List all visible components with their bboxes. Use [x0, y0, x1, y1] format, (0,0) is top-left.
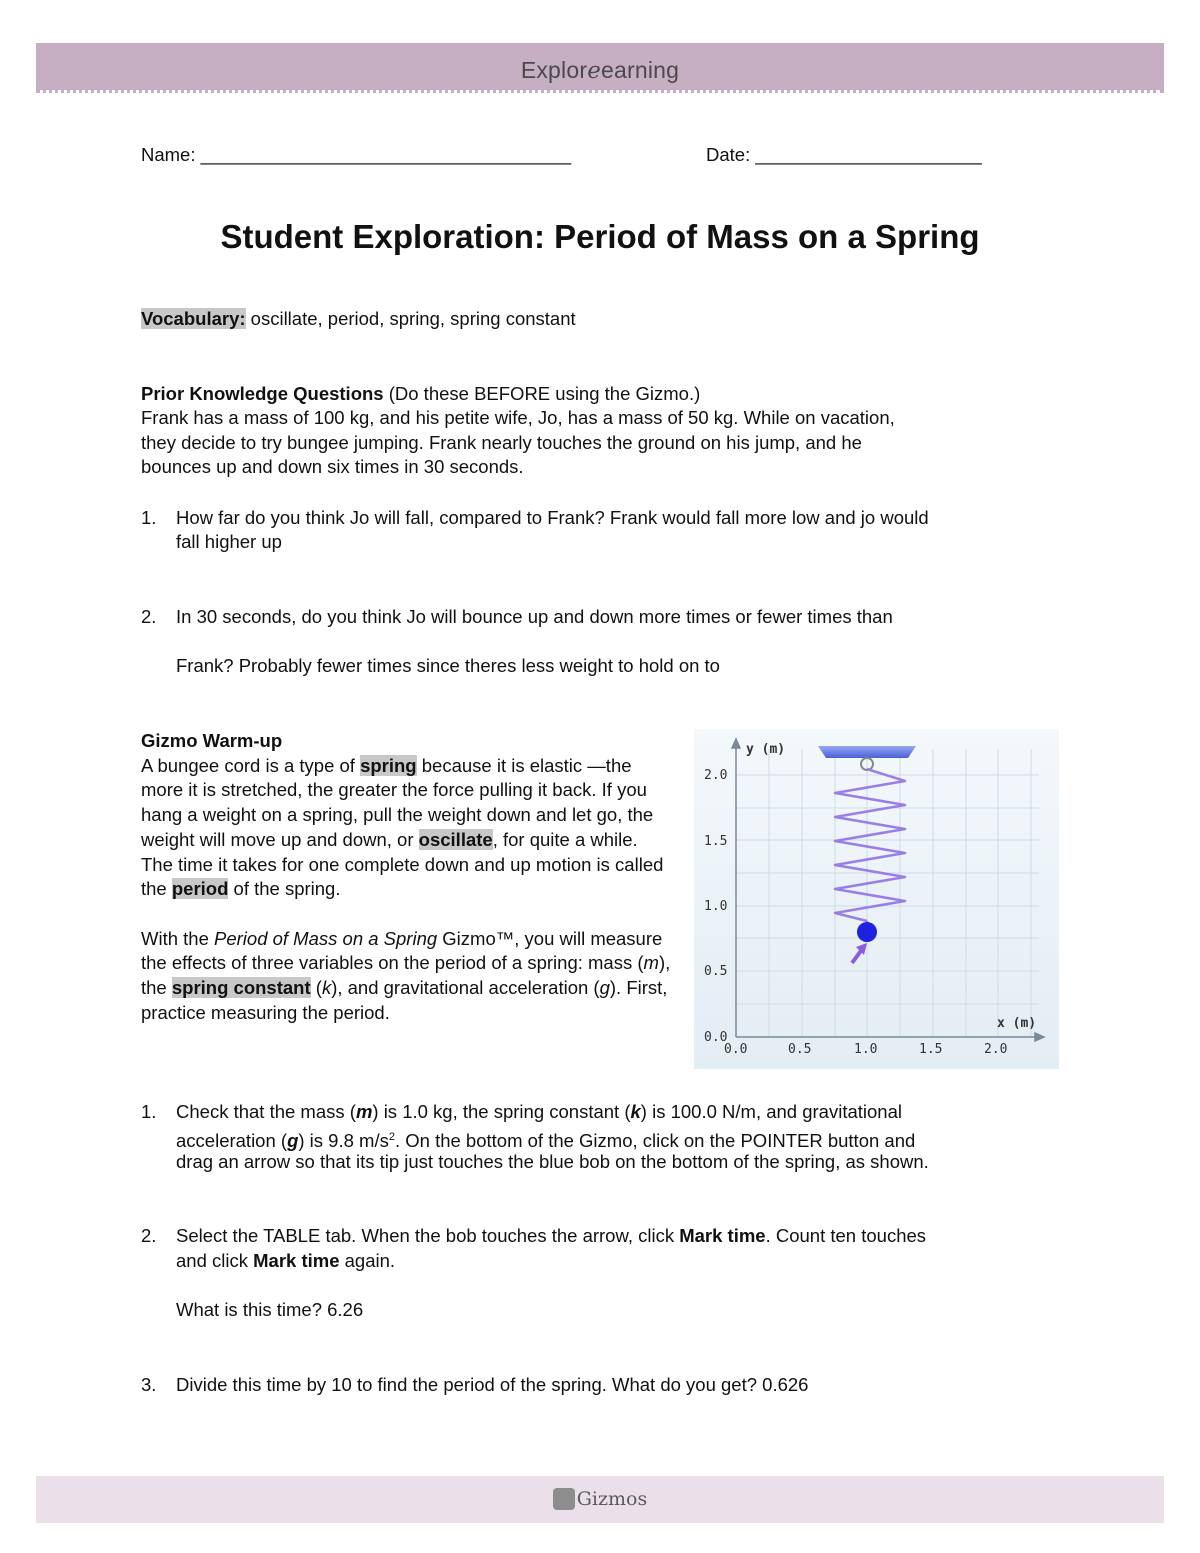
step-3-number: 3. [141, 1374, 157, 1395]
question-1-number: 1. [141, 507, 157, 528]
vocabulary-terms: oscillate, period, spring, spring constant [245, 308, 576, 329]
gizmo-warmup-section [141, 729, 671, 1025]
spring-gizmo-figure [694, 729, 1059, 1069]
x-tick-1-5: 1.5 [919, 1042, 943, 1057]
step-1-line-3: drag an arrow so that its tip just touches the blue bob on the bottom of the spring, as shown. [176, 1151, 929, 1172]
prior-text-line-3: bounces up and down six times in 30 seconds. [141, 456, 524, 477]
gizmos-mark-icon [553, 1488, 575, 1510]
step-2-line-1: Select the TABLE tab. When the bob touches the arrow, click Mark time. Count ten touches [176, 1225, 927, 1246]
x-tick-0-0: 0.0 [724, 1042, 748, 1057]
warmup-paragraph-1: A bungee cord is a type of spring because it is elastic —the more it is stretched, the greater the force pulling it back. If you hang a weight on a spring, pull the weight down and let go, the weight will move up and down, or oscillate, for quite a while. The time it takes for one complete down and up motion is called the period of the spring. [141, 754, 664, 900]
step-2-question: What is this time? 6.26 [176, 1299, 364, 1320]
step-1-line-2: acceleration (g) is 9.8 $m/s^2$. On the bottom of the Gizmo, click on the POINTER button and [176, 1130, 916, 1152]
vocabulary-label: Vocabulary: [141, 308, 246, 329]
x-tick-0-5: 0.5 [788, 1042, 812, 1057]
y-axis-label: y (m) [746, 742, 786, 757]
question-2-text: In 30 seconds, do you think Jo will bounce up and down more times or fewer times than [176, 606, 893, 627]
name-field-label: Name: ____________________________________ [141, 144, 572, 165]
step-1-line-1: Check that the mass (m) is 1.0 kg, the spring constant (k) is 100.0 N/m, and gravitational [176, 1101, 902, 1122]
step-1-number: 1. [141, 1101, 157, 1122]
y-tick-0-5: 0.5 [704, 964, 728, 979]
question-2-answer: Frank? Probably fewer times since theres less weight to hold on to [176, 655, 720, 676]
page-title: Student Exploration: Period of Mass on a Spring [220, 218, 980, 255]
explorelearning-logo: Exploreearning [520, 57, 680, 84]
question-2-number: 2. [141, 606, 157, 627]
vocabulary-line [141, 307, 576, 332]
header-dotted-rule [36, 90, 1164, 93]
gizmos-logo: Gizmos [0, 1488, 1200, 1510]
question-1-line-2: fall higher up [176, 531, 282, 552]
x-tick-2-0: 2.0 [984, 1042, 1008, 1057]
x-axis-label: x (m) [997, 1016, 1037, 1031]
prior-text-line-1: Frank has a mass of 100 kg, and his petite wife, Jo, has a mass of 50 kg. While on vacation, [141, 407, 895, 428]
step-2-number: 2. [141, 1225, 157, 1246]
ceiling-mount-plate [818, 746, 916, 758]
step-3-line: Divide this time by 10 to find the period of the spring. What do you get? 0.626 [176, 1374, 809, 1395]
date-field-label: Date: ______________________ [706, 144, 982, 165]
question-1-line-1: How far do you think Jo will fall, compared to Frank? Frank would fall more low and jo would [176, 507, 929, 528]
prior-knowledge-heading: Prior Knowledge Questions (Do these BEFORE using the Gizmo.) [141, 383, 701, 404]
y-tick-1-5: 1.5 [704, 834, 728, 849]
x-tick-1-0: 1.0 [854, 1042, 878, 1057]
blue-bob [857, 922, 877, 942]
y-tick-0-0: 0.0 [704, 1030, 728, 1045]
warmup-heading: Gizmo Warm-up [141, 730, 283, 751]
warmup-paragraph-2: With the Period of Mass on a Spring Gizmo™, you will measure the effects of three variables on the period of a spring: mass (m), the spring constant (k), and gravitational acceleration (g). First, practice measuring the period. [141, 927, 671, 1023]
spring-diagram [694, 729, 1059, 1069]
y-tick-1-0: 1.0 [704, 899, 728, 914]
step-2-line-2: and click Mark time again. [176, 1250, 396, 1271]
y-tick-2-0: 2.0 [704, 768, 728, 783]
prior-text-line-2: they decide to try bungee jumping. Frank nearly touches the ground on his jump, and he [141, 432, 862, 453]
